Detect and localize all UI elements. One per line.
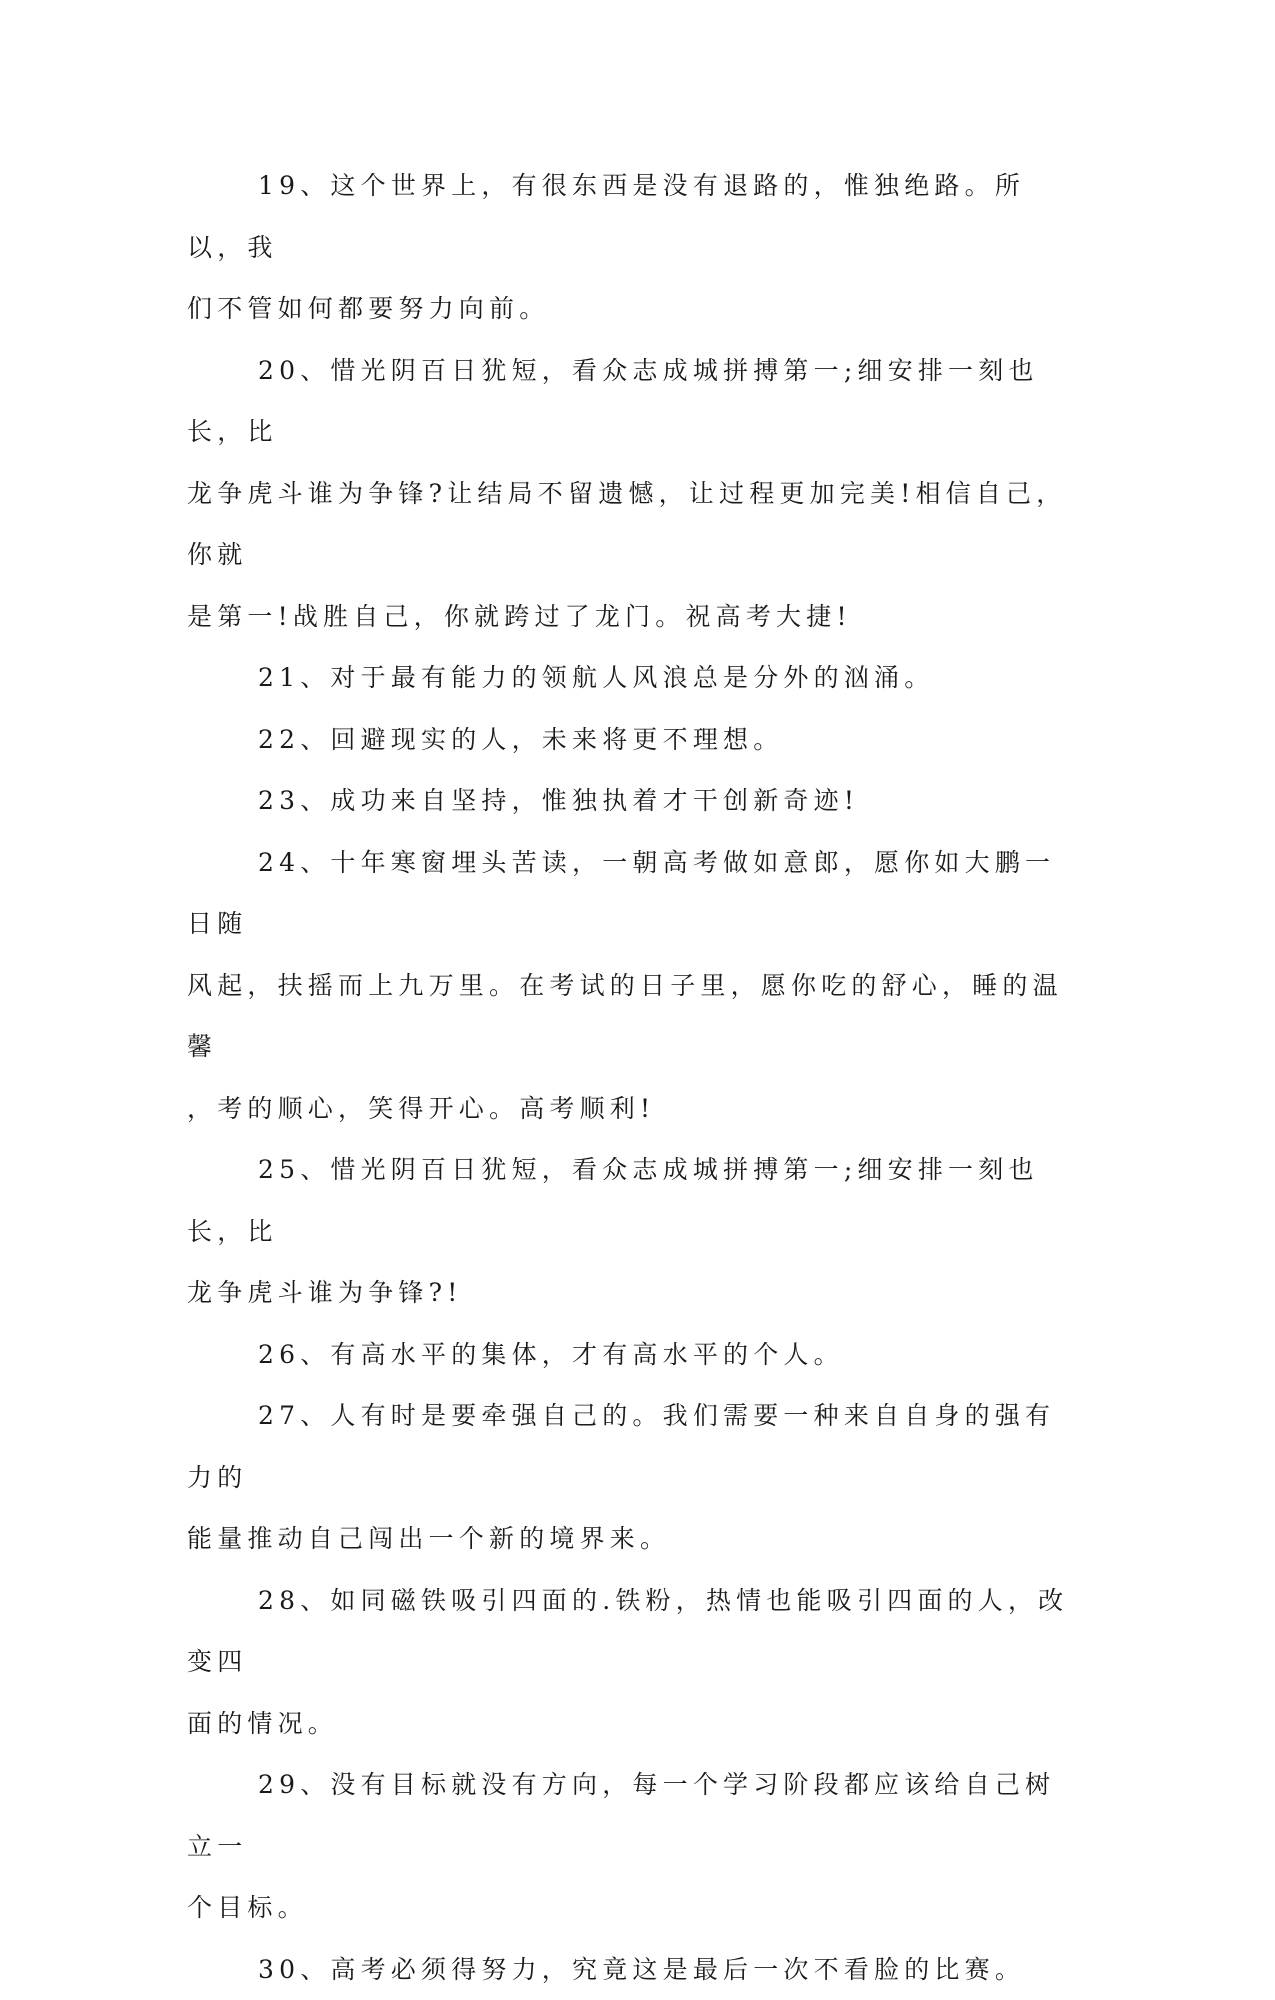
paragraph-28: 28、如同磁铁吸引四面的.铁粉，热情也能吸引四面的人，改变四 面的情况。 <box>187 1570 1082 1755</box>
paragraph-20: 20、惜光阴百日犹短，看众志成城拼搏第一;细安排一刻也长，比 龙争虎斗谁为争锋?让结局不留遗憾，让过程更加完美!相信自己，你就 是第一!战胜自己，你就跨过了龙门。祝高考大捷! <box>187 340 1082 648</box>
paragraph-23: 23、成功来自坚持，惟独执着才干创新奇迹! <box>187 770 1082 832</box>
paragraph-30: 30、高考必须得努力，究竟这是最后一次不看脸的比赛。 <box>187 1939 1082 2000</box>
paragraph-29: 29、没有目标就没有方向，每一个学习阶段都应该给自己树立一 个目标。 <box>187 1754 1082 1939</box>
paragraph-25: 25、惜光阴百日犹短，看众志成城拼搏第一;细安排一刻也长，比 龙争虎斗谁为争锋?! <box>187 1139 1082 1324</box>
paragraph-19: 19、这个世界上，有很东西是没有退路的，惟独绝路。所以，我 们不管如何都要努力向前。 <box>187 155 1082 340</box>
paragraph-27: 27、人有时是要牵强自己的。我们需要一种来自自身的强有力的 能量推动自己闯出一个新的境界来。 <box>187 1385 1082 1570</box>
document-body <box>187 155 1082 2000</box>
paragraph-22: 22、回避现实的人，未来将更不理想。 <box>187 709 1082 771</box>
paragraph-21: 21、对于最有能力的领航人风浪总是分外的汹涌。 <box>187 647 1082 709</box>
paragraph-26: 26、有高水平的集体，才有高水平的个人。 <box>187 1324 1082 1386</box>
paragraph-24: 24、十年寒窗埋头苦读，一朝高考做如意郎，愿你如大鹏一日随 风起，扶摇而上九万里。在考试的日子里，愿你吃的舒心，睡的温馨 ，考的顺心，笑得开心。高考顺利! <box>187 832 1082 1140</box>
